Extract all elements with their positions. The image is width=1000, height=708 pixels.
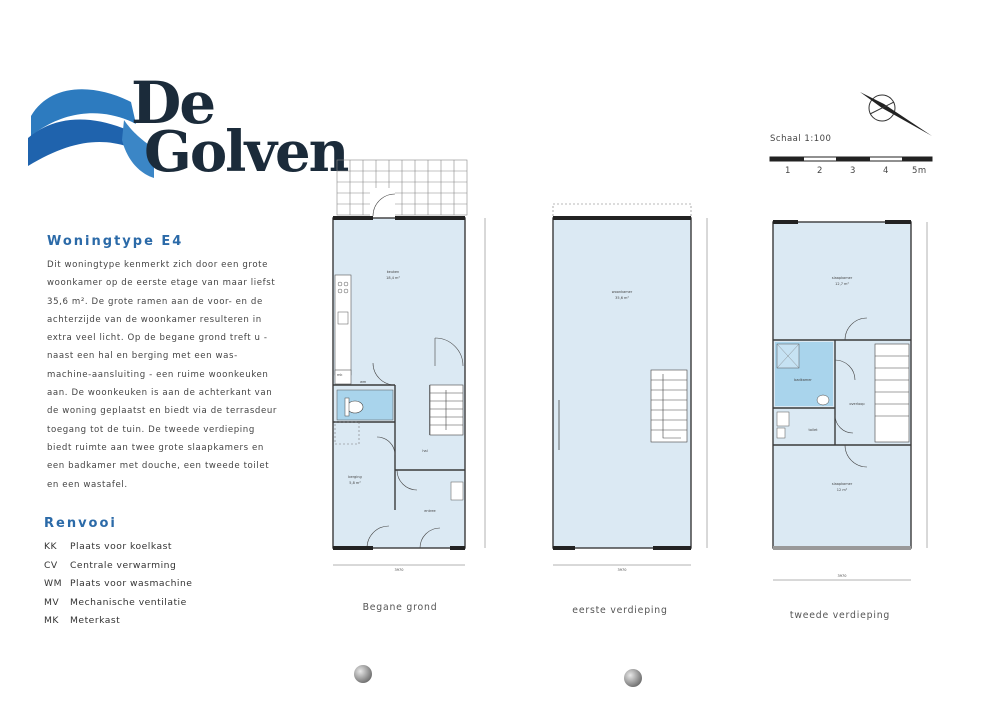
scale-tick: 5m: [912, 166, 927, 176]
legend-item: MK Meterkast: [44, 615, 121, 626]
compass-icon: [850, 84, 940, 144]
svg-text:slaapkamer: slaapkamer: [831, 482, 853, 486]
svg-text:overloop: overloop: [849, 402, 865, 406]
svg-text:wm: wm: [360, 380, 367, 384]
scale-tick: 4: [883, 166, 889, 176]
caption-begane-grond: Begane grond: [362, 602, 438, 613]
svg-text:3970: 3970: [394, 568, 404, 572]
svg-text:berging: berging: [348, 475, 362, 479]
logo-text-golven: Golven: [144, 119, 348, 185]
svg-text:12 m²: 12 m²: [836, 488, 848, 492]
svg-text:5,8 m²: 5,8 m²: [349, 481, 361, 485]
svg-text:toilet: toilet: [808, 428, 818, 432]
svg-text:mk: mk: [337, 373, 343, 377]
svg-text:12,7 m²: 12,7 m²: [835, 282, 849, 286]
svg-text:3970: 3970: [617, 568, 627, 572]
svg-text:badkamer: badkamer: [794, 378, 812, 382]
svg-text:18,4 m²: 18,4 m²: [386, 276, 400, 280]
legend-heading: Renvooi: [44, 516, 117, 531]
scale-tick: 1: [785, 166, 791, 176]
floorplan-eerste-verdieping: [545, 160, 720, 575]
caption-tweede-verdieping: tweede verdieping: [789, 610, 891, 621]
binder-hole-icon: [354, 665, 372, 683]
svg-text:keuken: keuken: [386, 270, 400, 274]
scale-tick: 2: [817, 166, 823, 176]
svg-text:hal: hal: [422, 449, 428, 453]
scale-label: Schaal 1:100: [770, 134, 832, 144]
logo-text-de: De: [131, 69, 215, 137]
legend-item: CV Centrale verwarming: [44, 559, 177, 571]
svg-text:35,6 m²: 35,6 m²: [615, 296, 629, 300]
binder-hole-icon: [624, 669, 642, 687]
scale-tick: 3: [850, 166, 856, 176]
svg-text:woonkamer: woonkamer: [611, 290, 633, 294]
legend-list: [44, 541, 234, 634]
page-title: Woningtype E4: [47, 234, 184, 249]
floorplan-tweede-verdieping: [765, 160, 940, 578]
svg-text:entree: entree: [424, 509, 436, 513]
floorplan-begane-grond: [325, 160, 495, 575]
svg-text:slaapkamer: slaapkamer: [831, 276, 853, 280]
legend-item: WM Plaats voor wasmachine: [44, 578, 193, 589]
legend-item: MV Mechanische ventilatie: [44, 596, 187, 608]
legend-item: KK Plaats voor koelkast: [44, 541, 173, 552]
caption-eerste-verdieping: eerste verdieping: [572, 605, 668, 616]
description: Dit woningtype kenmerkt zich door een grote woonkamer op de eerste etage van maar liefst 35,6 m². De grote ramen aan de voor- en de achterzijde van de woonkamer resulteren in extra veel licht. Op de begane grond treft u - naast een hal en berging met een was-machine-aansluiting - een ruime woonkeuken aan. De woonkeuken is aan de achterkant van de woning geplaatst en biedt via de terrasdeur toegang tot de tuin. De tweede verdieping biedt ruimte aan twee grote slaapkamers en een badkamer met douche, een tweede toilet en een wastafel.: [47, 260, 278, 490]
svg-text:3970: 3970: [837, 574, 847, 578]
